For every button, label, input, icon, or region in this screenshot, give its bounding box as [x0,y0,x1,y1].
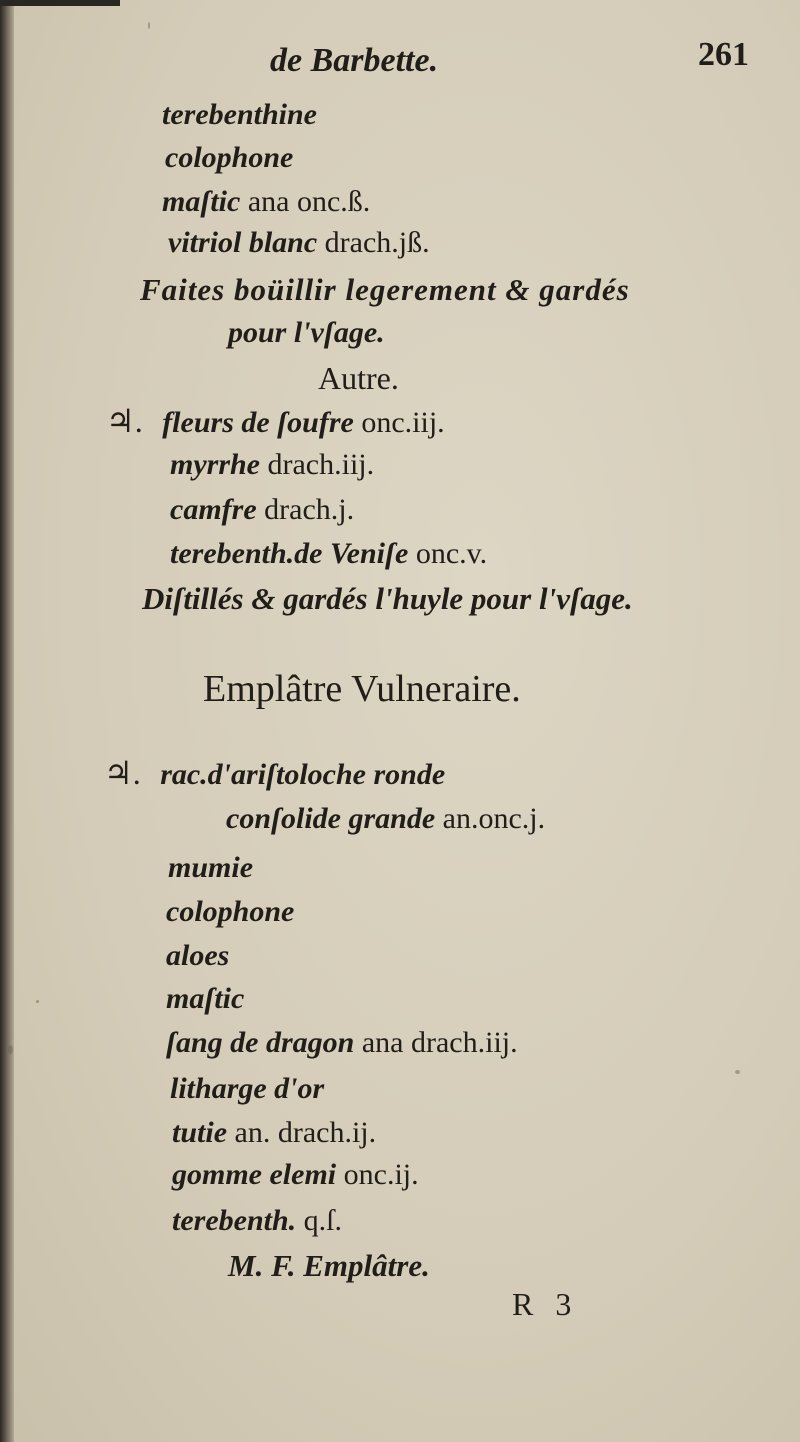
running-title: de Barbette. [270,42,439,79]
recipe1-line-2 [165,143,293,173]
recipe3-line-5 [166,941,229,971]
ingredient: colophone [165,141,294,174]
signature-mark: R 3 [512,1286,572,1322]
ingredient: terebenth.de Veniſe [170,537,409,570]
section-heading: Emplâtre Vulneraire. [203,668,521,710]
dose: onc.iij. [361,406,445,439]
jupiter-symbol: ♃. [104,755,141,791]
ingredient: maſtic [162,185,241,218]
recipe3-line-4 [166,897,294,927]
ingredient: terebenth. [172,1204,297,1237]
ingredient: rac.d'ariſtoloche ronde [160,758,446,791]
recipe1-line-3 [162,187,370,217]
ingredient: ſang de dragon [166,1026,355,1059]
recipe3-line-11 [172,1206,342,1236]
recipe3-line-9 [172,1118,376,1148]
dose: onc.ij. [343,1158,419,1191]
page-edge-shadow [0,0,120,6]
jupiter-symbol: ♃. [106,403,143,439]
dose: an.onc.j. [442,802,546,835]
ingredient: vitriol blanc [168,226,318,259]
recipe3-line-10 [172,1160,419,1190]
dose: drach.j. [264,493,355,526]
ingredient: maſtic [166,982,245,1015]
dose: onc.v. [415,537,488,570]
dose: ana drach.iij. [361,1026,518,1059]
ingredient: myrrhe [170,448,260,481]
recipe3-line-7 [166,1028,518,1058]
paper-speck [735,1070,740,1074]
ingredient: litharge d'or [170,1072,325,1105]
ingredient: fleurs de ſoufre [162,406,354,439]
recipe1-line-4 [168,228,430,258]
page-number: 261 [698,36,749,73]
dose: drach.jß. [324,226,430,259]
recipe1-instruction-1: Faites boüillir legerement & gardés [140,272,630,307]
recipe3-line-6 [166,984,244,1014]
ingredient: colophone [166,895,295,928]
recipe3-line-2 [226,804,545,834]
ingredient: camfre [170,493,257,526]
ingredient: tutie [172,1116,228,1149]
recipe2-line-4 [170,539,487,569]
binding-gutter [0,0,14,1442]
recipe2-line-2 [170,450,374,480]
paper-speck [36,1000,39,1003]
recipe2-line-1 [106,405,445,438]
dose: q.ſ. [303,1204,343,1237]
recipe2-instruction: Diſtillés & gardés l'huyle pour l'vſage. [142,581,633,616]
recipe1-line-1 [162,100,317,130]
paper-speck [8,1045,13,1054]
recipe3-instruction: M. F. Emplâtre. [228,1248,430,1283]
dose: an. drach.ij. [234,1116,377,1149]
recipe3-line-1 [104,757,445,790]
recipe1-instruction-2: pour l'vſage. [228,316,385,349]
recipe2-title: Autre. [318,360,399,396]
dose: ana onc.ß. [247,185,371,218]
dose: drach.iij. [267,448,375,481]
recipe3-line-8 [170,1074,324,1104]
ingredient: gomme elemi [172,1158,337,1191]
ingredient: aloes [166,939,230,972]
ingredient: conſolide grande [226,802,436,835]
ingredient: terebenthine [162,98,317,131]
ingredient: mumie [168,851,254,884]
recipe3-line-3 [168,853,253,883]
recipe2-line-3 [170,495,354,525]
paper-speck [148,22,150,29]
